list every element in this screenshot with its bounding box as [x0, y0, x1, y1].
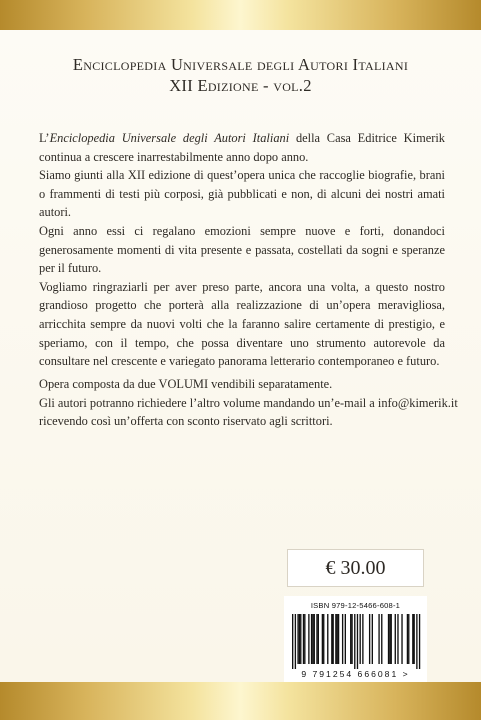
barcode-bar [351, 614, 352, 664]
barcode-bar [304, 614, 305, 664]
barcode-bar [333, 614, 334, 664]
barcode-bar [401, 614, 402, 664]
barcode-bar [416, 614, 417, 669]
barcode-bar [362, 614, 363, 664]
paragraph-4: Vogliamo ringraziarli per aver preso parte, ancora una volta, a questo nostro grandioso progetto che porterà alla realizzazione di un’opera meravigliosa, arricchita sempre da nuovi volti che la faranno salire certamente di prestigio, e speriamo, con il tempo, che possa diventare uno strumento autorevole da consultare nel crescente e variegato panorama letterario contemporaneo e futuro. [39, 279, 445, 369]
paragraph-1-italic-title: Enciclopedia Universale degli Autori Italiani [49, 131, 290, 145]
barcode-bar [391, 614, 392, 664]
barcode-bar [381, 614, 382, 664]
offer-line-2: Gli autori potranno richiedere l’altro volume mandando un’e-mail a info@kimerik.it [39, 395, 458, 410]
barcode-bar [397, 614, 398, 664]
offer-line-1: Opera composta da due VOLUMI vendibili separatamente. [39, 377, 333, 391]
barcode-bar [345, 614, 346, 664]
title-line-2: XII Edizione - vol.2 [169, 76, 312, 95]
barcode-bar [338, 614, 339, 664]
barcode-bar [300, 614, 301, 664]
book-title [0, 54, 481, 96]
barcode-bar [342, 614, 343, 664]
barcode-bar [414, 614, 415, 664]
paragraph-2: Siamo giunti alla XII edizione di quest’opera unica che raccoglie biografie, brani o frammenti di testi più corposi, già pubblicati e non, di alcuni dei nostri amati autori. [39, 168, 445, 220]
barcode-bar [372, 614, 373, 664]
barcode-bar [335, 614, 336, 664]
barcode-bar [303, 614, 304, 664]
barcode-icon [288, 614, 423, 670]
barcode-bar [327, 614, 328, 664]
barcode-bar [350, 614, 351, 664]
barcode-bar [295, 614, 296, 669]
barcode-bar [408, 614, 409, 664]
barcode-bar [318, 614, 319, 664]
price-box [287, 549, 424, 587]
barcode-bar [299, 614, 300, 664]
barcode-bar [389, 614, 390, 664]
barcode-bar [360, 614, 361, 664]
barcode-bar [354, 614, 355, 669]
offer-text [39, 375, 459, 431]
paragraph-1 [39, 129, 445, 166]
barcode-bar [311, 614, 312, 664]
top-gold-band [0, 0, 481, 30]
bottom-gold-band [0, 682, 481, 720]
barcode-bar [337, 614, 338, 664]
barcode-bar [316, 614, 317, 664]
description-text [39, 129, 445, 371]
barcode-bar [388, 614, 389, 664]
barcode-bar [292, 614, 293, 669]
barcode-bar [407, 614, 408, 664]
barcode-bar [419, 614, 420, 669]
barcode-bar [323, 614, 324, 664]
offer-line-3: ricevendo così un’offerta con sconto riservato agli scrittori. [39, 414, 333, 429]
paragraph-3: Ogni anno essi ci regalano emozioni sempre nuove e forti, donandoci generosamente momenti di vita presente e passata, costellati da sogni e speranze per il futuro. [39, 223, 445, 276]
barcode-bar [369, 614, 370, 664]
barcode-bar [322, 614, 323, 664]
title-line-1: Enciclopedia Universale degli Autori Italiani [72, 55, 409, 74]
barcode-bar [297, 614, 298, 664]
barcode-bar [314, 614, 315, 664]
barcode-bar [312, 614, 313, 664]
paragraph-1-prefix: L’ [39, 131, 50, 145]
barcode-bar [378, 614, 379, 664]
paragraph-1-suffix: della Casa Editrice Kimerik continua a crescere inarrestabilmente anno dopo anno. [39, 131, 445, 164]
barcode-digits: 9 791254 666081 > [301, 669, 410, 679]
barcode-bar [308, 614, 309, 664]
price-label: € 30.00 [325, 556, 386, 579]
barcode-bar [357, 614, 358, 669]
barcode-bar [331, 614, 332, 664]
barcode-bar [395, 614, 396, 664]
isbn-label: ISBN 979-12-5466-608-1 [310, 601, 401, 610]
barcode-bar [412, 614, 413, 664]
isbn-barcode-box [284, 596, 427, 682]
